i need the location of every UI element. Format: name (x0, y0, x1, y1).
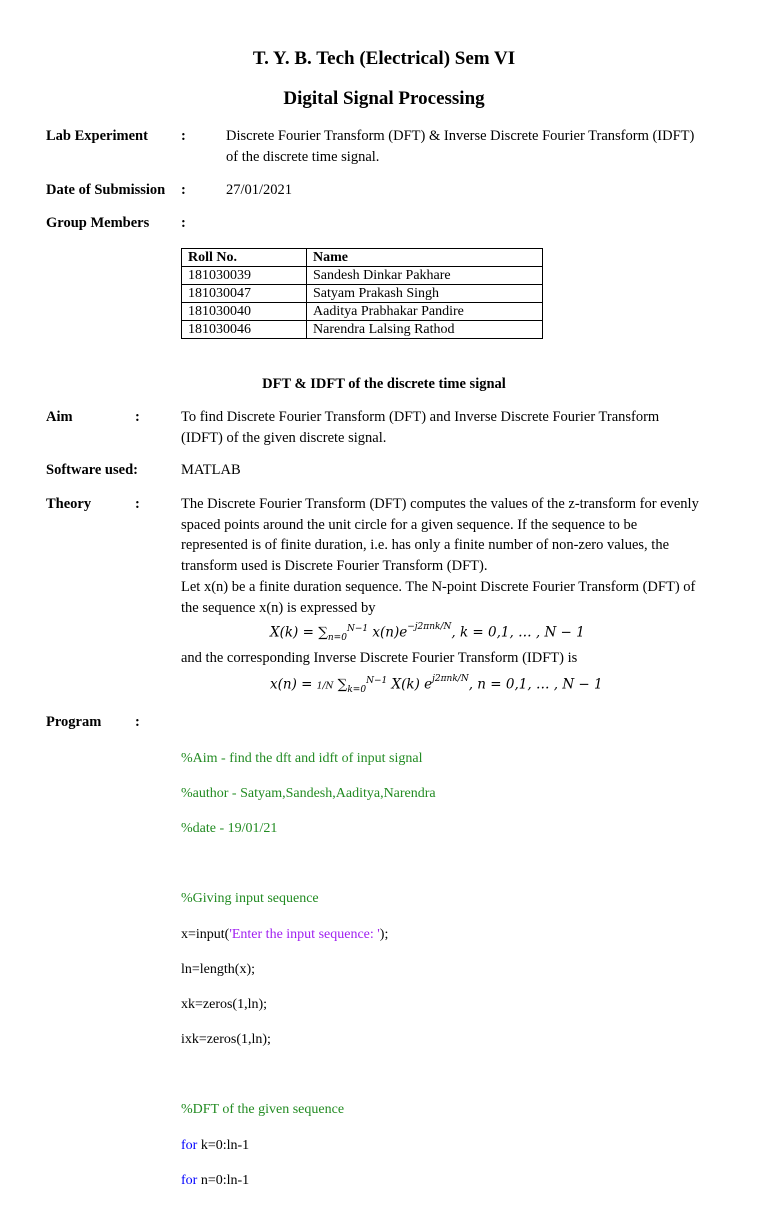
program-label: Program (46, 714, 102, 730)
idft-eq-sub: k=0 (347, 685, 367, 696)
section-title: DFT & IDFT of the discrete time signal (262, 376, 506, 392)
code-line-for-k (181, 1137, 436, 1155)
roll-cell: 181030046 (182, 321, 307, 339)
software-value: MATLAB (181, 462, 241, 478)
roll-cell: 181030040 (182, 303, 307, 321)
code-keyword: for (181, 1172, 198, 1188)
group-members-table (181, 248, 543, 339)
table-row (182, 303, 543, 321)
aim-colon: : (135, 409, 140, 425)
dft-eq-tail: , k = 0,1, … , N − 1 (451, 624, 585, 641)
lab-experiment-value (226, 126, 694, 168)
code-line-for-n (181, 1172, 436, 1190)
idft-eq-tail: , n = 0,1, … , N − 1 (468, 676, 603, 693)
code-line: ixk=zeros(1,ln); (181, 1032, 271, 1048)
idft-equation (270, 673, 603, 696)
code-block (181, 732, 436, 1207)
group-members-colon: : (181, 215, 186, 231)
dft-equation (270, 621, 585, 644)
lab-experiment-line2: of the discrete time signal. (226, 149, 380, 165)
dft-eq-sub: n=0 (327, 633, 347, 644)
course-title: Digital Signal Processing (283, 88, 485, 109)
code-blank (181, 855, 436, 873)
idft-eq-lhs: x(n) = (270, 676, 317, 693)
code-for-n-rest: n=0:ln-1 (197, 1172, 250, 1188)
idft-intro: and the corresponding Inverse Discrete Fourier Transform (IDFT) is (181, 650, 578, 666)
date-label: Date of Submission (46, 182, 166, 198)
table-row (182, 321, 543, 339)
document-title: T. Y. B. Tech (Electrical) Sem VI (252, 48, 516, 69)
code-comment: %date - 19/01/21 (181, 820, 278, 836)
code-line: xk=zeros(1,ln); (181, 996, 268, 1012)
aim-line2: (IDFT) of the given discrete signal. (181, 429, 387, 446)
table-row (182, 285, 543, 303)
code-comment: %DFT of the given sequence (181, 1102, 345, 1118)
idft-eq-mid: X(k) e (387, 676, 433, 693)
name-cell: Aaditya Prabhakar Pandire (307, 303, 543, 321)
code-comment: %Giving input sequence (181, 891, 319, 907)
dft-eq-sup: N−1 (346, 624, 369, 634)
program-colon: : (135, 714, 140, 730)
code-input-post: ); (379, 926, 389, 942)
idft-eq-exp: j2πnk/N (432, 673, 469, 684)
dft-eq-lhs: X(k) = ∑ (270, 624, 328, 641)
code-comment: %Aim - find the dft and idft of input signal (181, 750, 423, 766)
idft-eq-sum: ∑ (333, 676, 348, 693)
table-row (182, 267, 543, 285)
aim-label: Aim (46, 409, 73, 425)
lab-experiment-colon: : (181, 128, 186, 144)
code-blank (181, 1066, 436, 1084)
group-members-label: Group Members (46, 215, 150, 231)
theory-text (181, 494, 726, 618)
aim-text (181, 407, 726, 448)
table-header-row (182, 249, 543, 267)
lab-experiment-label: Lab Experiment (46, 128, 148, 144)
theory-line: spaced points around the unit circle for a given sequence. If the sequence to be (181, 516, 638, 533)
software-label: Software used: (46, 462, 138, 478)
date-value: 27/01/2021 (226, 182, 293, 198)
roll-cell: 181030047 (182, 285, 307, 303)
column-header-roll: Roll No. (182, 249, 307, 267)
theory-line: The Discrete Fourier Transform (DFT) computes the values of the z-transform for evenly (181, 496, 699, 512)
aim-line1: To find Discrete Fourier Transform (DFT) and Inverse Discrete Fourier Transform (181, 409, 660, 425)
theory-label: Theory (46, 496, 92, 512)
theory-line: the sequence x(n) is expressed by (181, 599, 376, 616)
roll-cell: 181030039 (182, 267, 307, 285)
theory-line: transform used is Discrete Fourier Transform (DFT). (181, 558, 488, 575)
code-comment: %author - Satyam,Sandesh,Aaditya,Narendra (181, 785, 436, 801)
dft-eq-mid: x(n)e (368, 624, 408, 641)
name-cell: Satyam Prakash Singh (307, 285, 543, 303)
date-colon: : (181, 182, 186, 198)
code-line-input (181, 926, 436, 944)
theory-colon: : (135, 496, 140, 512)
name-cell: Narendra Lalsing Rathod (307, 321, 543, 339)
code-line: ln=length(x); (181, 961, 255, 977)
theory-line: Let x(n) be a finite duration sequence. The N-point Discrete Fourier Transform (DFT) of (181, 578, 696, 595)
name-cell: Sandesh Dinkar Pakhare (307, 267, 543, 285)
theory-line: represented is of finite duration, i.e. has only a finite number of non-zero values, the (181, 537, 670, 554)
code-input-pre: x=input( (181, 926, 230, 942)
idft-eq-sup: N−1 (366, 676, 388, 686)
lab-experiment-line1: Discrete Fourier Transform (DFT) & Inverse Discrete Fourier Transform (IDFT) (226, 128, 695, 144)
code-keyword: for (181, 1137, 198, 1153)
dft-eq-exp: −j2πnk/N (407, 621, 452, 632)
idft-eq-frac: 1/N (316, 681, 334, 692)
code-for-k-rest: k=0:ln-1 (197, 1137, 250, 1153)
code-string: 'Enter the input sequence: ' (229, 926, 380, 942)
column-header-name: Name (307, 249, 543, 267)
